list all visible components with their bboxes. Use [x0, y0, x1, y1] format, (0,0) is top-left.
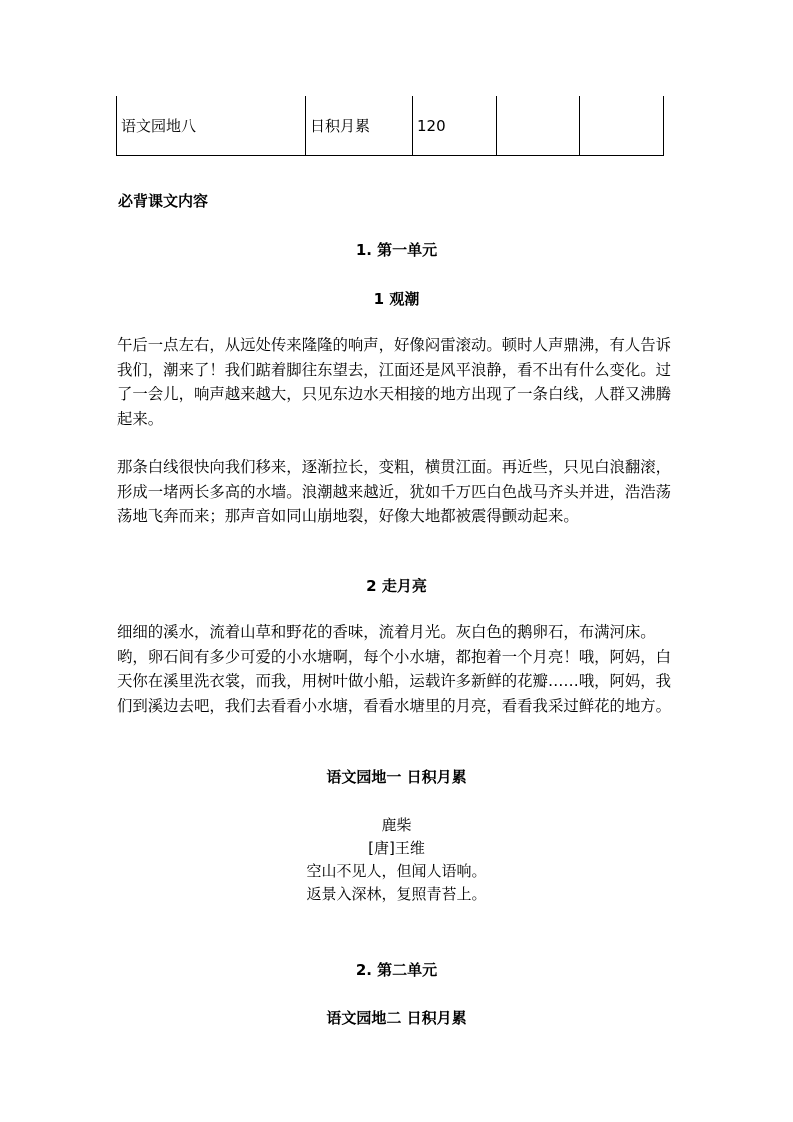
- lesson1-paragraph-1: 午后一点左右，从远处传来隆隆的响声，好像闷雷滚动。顿时人声鼎沸，有人告诉我们，潮来了！我们踮着脚往东望去，江面还是风平浪静，看不出有什么变化。过了一会儿，响声越来越大，只见东边水天相接的地方出现了一条白线，人群又沸腾起来。: [117, 336, 672, 428]
- table-cell: [497, 96, 580, 156]
- table-row: [117, 96, 664, 156]
- poem-line: 空山不见人，但闻人语响。: [306, 862, 487, 880]
- curriculum-table: [116, 96, 664, 156]
- poem-line: 返景入深林，复照青苔上。: [306, 885, 487, 903]
- lesson2-paragraph: 细细的溪水，流着山草和野花的香味，流着月光。灰白色的鹅卵石，布满河床。哟，卵石间有多少可爱的小水塘啊，每个小水塘，都抱着一个月亮！哦，阿妈，白天你在溪里洗衣裳，而我，用树叶做小船，运载许多新鲜的花瓣……哦，阿妈，我们到溪边去吧，我们去看看小水塘，看看水塘里的月亮，看看我采过鲜花的地方。: [117, 623, 672, 715]
- garden1-title: 语文园地一 日积月累: [326, 768, 467, 786]
- lesson1-title: 1 观潮: [373, 290, 420, 308]
- lesson2-title: 2 走月亮: [366, 577, 427, 595]
- table-cell: [580, 96, 664, 156]
- poem-author: [唐]王维: [368, 839, 425, 857]
- table-cell: 语文园地八: [117, 96, 306, 156]
- poem: [0, 814, 793, 906]
- table-cell: 120: [413, 96, 497, 156]
- lesson1-paragraph-2: 那条白线很快向我们移来，逐渐拉长，变粗，横贯江面。再近些，只见白浪翻滚，形成一堵两长多高的水墙。浪潮越来越近，犹如千万匹白色战马齐头并进，浩浩荡荡地飞奔而来；那声音如同山崩地裂，好像大地都被震得颤动起来。: [117, 458, 672, 525]
- table-cell: 日积月累: [306, 96, 413, 156]
- garden2-title: 语文园地二 日积月累: [326, 1009, 467, 1027]
- unit2-title: 2. 第二单元: [355, 961, 438, 979]
- section-title: 必背课文内容: [118, 192, 209, 210]
- unit1-title: 1. 第一单元: [355, 241, 438, 259]
- poem-title: 鹿柴: [381, 816, 412, 834]
